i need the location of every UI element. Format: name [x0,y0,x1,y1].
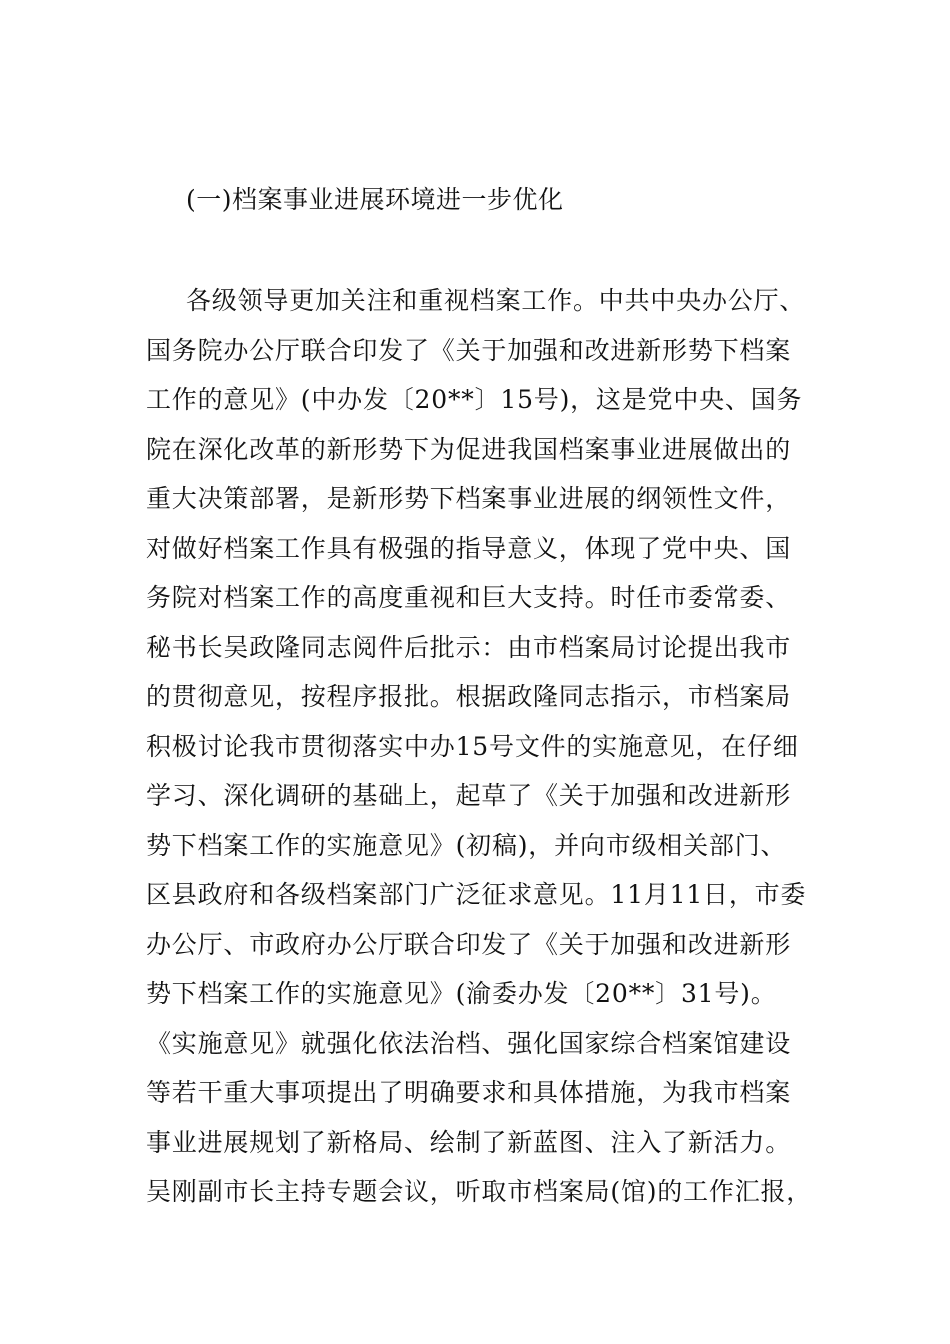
paragraph-line: 区县政府和各级档案部门广泛征求意见。11月11日，市委 [146,880,807,909]
paragraph-line: 务院对档案工作的高度重视和巨大支持。时任市委常委、 [146,583,792,612]
paragraph-line: 吴刚副市长主持专题会议，听取市档案局(馆)的工作汇报， [146,1177,813,1206]
paragraph-line: 积极讨论我市贯彻落实中办15号文件的实施意见，在仔细 [146,731,799,761]
paragraph-line: 对做好档案工作具有极强的指导意义，体现了党中央、国 [146,533,792,563]
body-paragraph [146,286,836,1227]
paragraph-line: 秘书长吴政隆同志阅件后批示：由市档案局讨论提出我市 [146,632,792,662]
paragraph-line: 各级领导更加关注和重视档案工作。中共中央办公厅、 [186,286,806,315]
paragraph-line: 势下档案工作的实施意见》(渝委办发〔20**〕31号)。 [146,979,777,1008]
paragraph-line: 等若干重大事项提出了明确要求和具体措施，为我市档案 [146,1078,792,1107]
paragraph-line: 国务院办公厅联合印发了《关于加强和改进新形势下档案 [146,335,792,365]
paragraph-line: 学习、深化调研的基础上，起草了《关于加强和改进新形 [146,781,792,810]
paragraph-line: 的贯彻意见，按程序报批。根据政隆同志指示，市档案局 [146,682,792,711]
paragraph-line: 事业进展规划了新格局、绘制了新蓝图、注入了新活力。 [146,1127,792,1157]
paragraph-line: 重大决策部署，是新形势下档案事业进展的纲领性文件， [146,484,792,513]
paragraph-line: 院在深化改革的新形势下为促进我国档案事业进展做出的 [146,434,792,464]
paragraph-line: 办公厅、市政府办公厅联合印发了《关于加强和改进新形 [146,929,792,959]
paragraph-line: 工作的意见》(中办发〔20**〕15号)，这是党中央、国务 [146,385,803,414]
paragraph-line: 势下档案工作的实施意见》(初稿)，并向市级相关部门、 [146,830,787,860]
paragraph-line: 《实施意见》就强化依法治档、强化国家综合档案馆建设 [146,1028,792,1058]
section-heading: (一)档案事业进展环境进一步优化 [186,185,564,214]
